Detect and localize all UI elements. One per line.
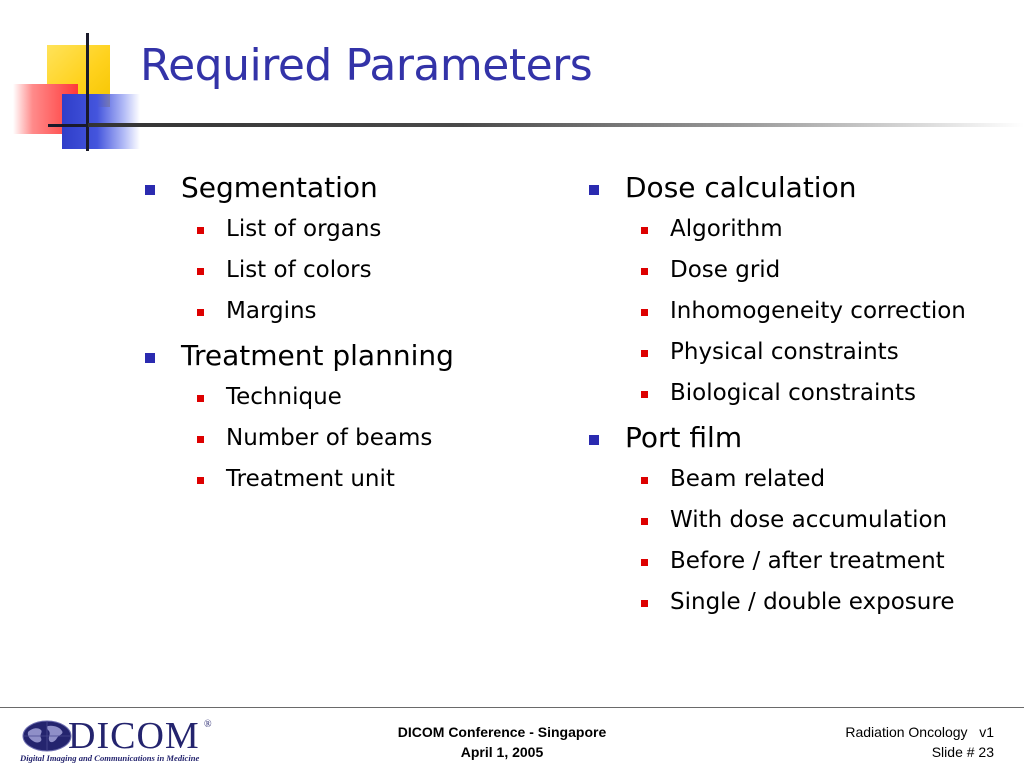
bullet-segmentation bbox=[142, 168, 562, 209]
sub-bullet-label: Dose grid bbox=[670, 257, 781, 283]
footer-slide-info bbox=[734, 722, 994, 762]
slide-title: Required Parameters bbox=[140, 40, 593, 91]
sub-bullet bbox=[586, 332, 1022, 373]
logo-tagline: Digital Imaging and Communications in Medicine bbox=[20, 753, 200, 763]
level2-bullet-marker bbox=[197, 436, 204, 443]
level2-bullet-marker bbox=[641, 227, 648, 234]
title-divider bbox=[88, 123, 1024, 127]
footer-topic: Radiation Oncology v1 bbox=[845, 724, 994, 740]
bullet-dose-calculation bbox=[586, 168, 1022, 209]
level2-bullet-marker bbox=[197, 227, 204, 234]
sub-bullet-label: List of organs bbox=[226, 216, 382, 242]
sub-bullet bbox=[142, 377, 562, 418]
sub-bullet bbox=[586, 291, 1022, 332]
level2-bullet-marker bbox=[641, 600, 648, 607]
sub-bullet bbox=[142, 291, 562, 332]
sub-bullet bbox=[586, 250, 1022, 291]
level2-bullet-marker bbox=[641, 391, 648, 398]
level2-bullet-marker bbox=[197, 395, 204, 402]
sub-bullet bbox=[142, 418, 562, 459]
sub-bullet-label: Margins bbox=[226, 298, 317, 324]
registered-mark: ® bbox=[204, 719, 212, 730]
sub-bullet bbox=[586, 459, 1022, 500]
sub-bullet-label: Technique bbox=[226, 384, 342, 410]
level1-bullet-marker bbox=[145, 353, 155, 363]
sub-bullet bbox=[586, 500, 1022, 541]
sub-bullet-label: Treatment unit bbox=[226, 466, 395, 492]
level2-bullet-marker bbox=[641, 477, 648, 484]
sub-bullet bbox=[142, 459, 562, 500]
level2-bullet-marker bbox=[197, 309, 204, 316]
footer-divider bbox=[0, 707, 1024, 708]
bullet-label: Port film bbox=[625, 421, 743, 454]
footer-conference-date: April 1, 2005 bbox=[460, 744, 544, 760]
bullet-port-film bbox=[586, 418, 1022, 459]
bullet-label: Segmentation bbox=[181, 171, 378, 204]
level2-bullet-marker bbox=[197, 268, 204, 275]
right-column bbox=[586, 168, 1022, 623]
footer-conference-name: DICOM Conference - Singapore bbox=[397, 724, 607, 740]
sub-bullet bbox=[586, 209, 1022, 250]
sub-bullet bbox=[586, 541, 1022, 582]
dicom-logo bbox=[16, 713, 216, 765]
sub-bullet-label: Before / after treatment bbox=[670, 548, 945, 574]
level2-bullet-marker bbox=[641, 309, 648, 316]
footer-slide-number: Slide # 23 bbox=[931, 744, 994, 760]
sub-bullet-label: Beam related bbox=[670, 466, 826, 492]
sub-bullet bbox=[142, 250, 562, 291]
sub-bullet bbox=[586, 582, 1022, 623]
globe-icon bbox=[22, 719, 72, 753]
level2-bullet-marker bbox=[197, 477, 204, 484]
decorative-blue-bar bbox=[62, 94, 140, 149]
sub-bullet-label: List of colors bbox=[226, 257, 372, 283]
level2-bullet-marker bbox=[641, 350, 648, 357]
level1-bullet-marker bbox=[589, 435, 599, 445]
level1-bullet-marker bbox=[589, 185, 599, 195]
sub-bullet-label: Algorithm bbox=[670, 216, 783, 242]
footer-conference-info bbox=[330, 722, 674, 762]
sub-bullet-label: Biological constraints bbox=[670, 380, 916, 406]
sub-bullet-label: Single / double exposure bbox=[670, 589, 955, 615]
level2-bullet-marker bbox=[641, 518, 648, 525]
sub-bullet-label: Physical constraints bbox=[670, 339, 899, 365]
level2-bullet-marker bbox=[641, 559, 648, 566]
level1-bullet-marker bbox=[145, 185, 155, 195]
decorative-vertical-line bbox=[86, 33, 89, 151]
level2-bullet-marker bbox=[641, 268, 648, 275]
sub-bullet-label: Number of beams bbox=[226, 425, 433, 451]
sub-bullet bbox=[586, 373, 1022, 414]
sub-bullet-label: With dose accumulation bbox=[670, 507, 948, 533]
bullet-label: Treatment planning bbox=[181, 339, 454, 372]
logo-wordmark: DICOM bbox=[68, 715, 200, 757]
sub-bullet-label: Inhomogeneity correction bbox=[670, 298, 966, 324]
sub-bullet bbox=[142, 209, 562, 250]
bullet-label: Dose calculation bbox=[625, 171, 857, 204]
bullet-treatment-planning bbox=[142, 336, 562, 377]
left-column bbox=[142, 168, 562, 500]
